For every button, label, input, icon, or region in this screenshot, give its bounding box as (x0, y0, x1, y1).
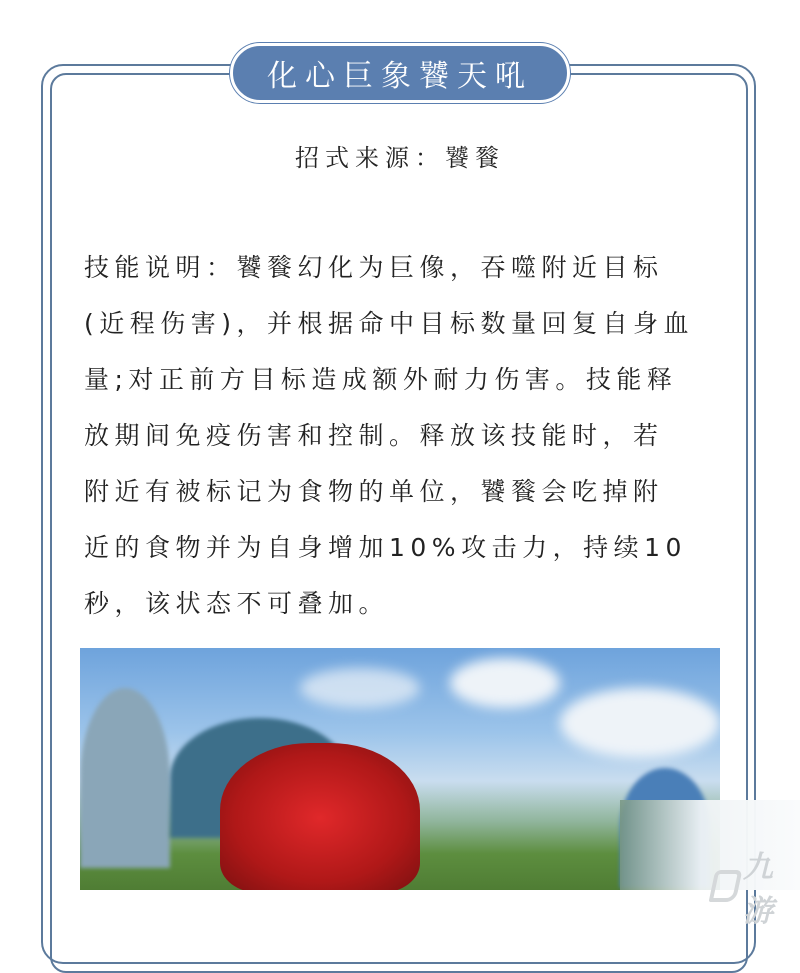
page-title: 化心巨象饕天吼 (267, 59, 533, 94)
watermark (712, 842, 800, 930)
title-banner (230, 43, 570, 103)
description-line: (近程伤害)，并根据命中目标数量回复自身血 (84, 309, 695, 338)
description-line: 附近有被标记为食物的单位，饕餮会吃掉附 (84, 477, 664, 506)
cloud (450, 658, 560, 708)
watermark-text: 九游 (743, 850, 773, 929)
jiuyou-logo-icon (709, 870, 743, 902)
description-line: 秒，该状态不可叠加。 (84, 589, 390, 618)
rock-spire (80, 688, 170, 868)
red-beast (220, 743, 420, 890)
cloud (300, 668, 420, 708)
description-line: 放期间免疫伤害和控制。释放该技能时，若 (84, 421, 664, 450)
cloud (560, 688, 720, 758)
description-line: 技能说明：饕餮幻化为巨像，吞噬附近目标 (84, 253, 664, 282)
description-line: 量;对正前方目标造成额外耐力伤害。技能释 (84, 365, 678, 394)
skill-description (84, 248, 724, 640)
description-line: 近的食物并为自身增加10%攻击力，持续10 (84, 533, 687, 562)
skill-source: 招式来源：饕餮 (295, 144, 505, 172)
